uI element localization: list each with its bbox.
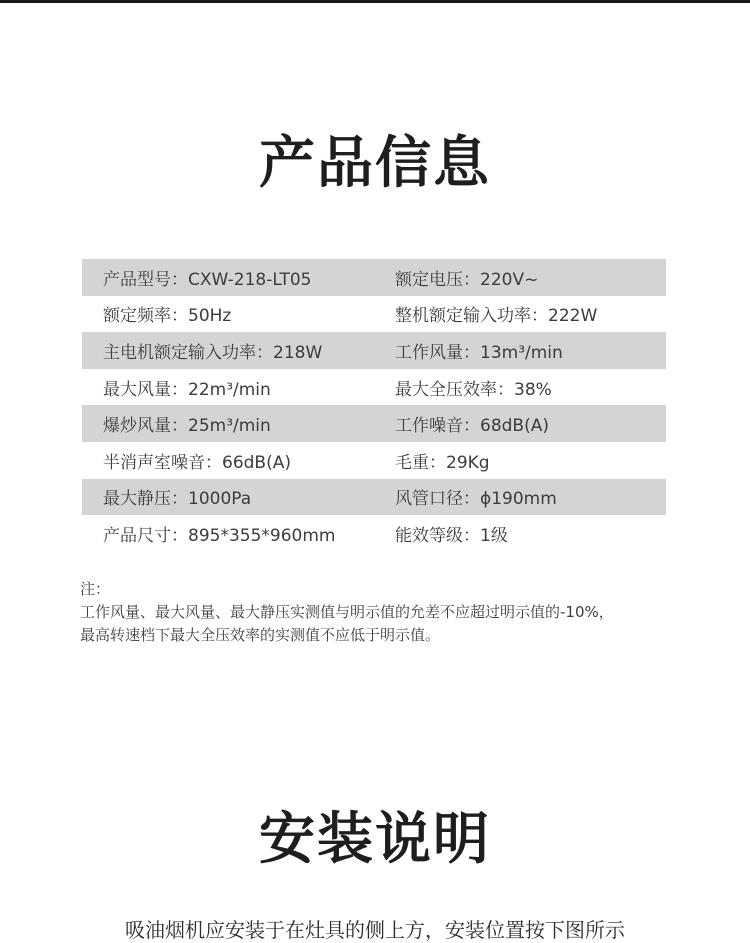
installation-text: 吸油烟机应安装于在灶具的侧上方，安装位置按下图所示 — [125, 918, 625, 942]
spec-cell-left: 最大静压：1000Pa — [103, 489, 252, 510]
spec-row — [82, 442, 666, 479]
spec-cell-left: 最大风量：22m³/min — [103, 379, 271, 400]
top-divider — [0, 0, 750, 3]
spec-cell-right: 工作风量：13m³/min — [395, 342, 563, 363]
note-label: 注： — [80, 580, 111, 598]
spec-cell-right: 整机额定输入功率：222W — [395, 306, 598, 327]
spec-row — [82, 296, 666, 333]
spec-cell-right: 毛重：29Kg — [395, 452, 490, 473]
spec-row — [82, 259, 666, 296]
spec-cell-right: 能效等级：1级 — [395, 525, 508, 546]
spec-row — [82, 405, 666, 442]
note-block — [80, 578, 700, 647]
spec-row — [82, 479, 666, 516]
spec-cell-left: 爆炒风量：25m³/min — [103, 416, 271, 437]
spec-row — [82, 515, 666, 552]
spec-row — [82, 369, 666, 406]
note-line-2: 最高转速档下最大全压效率的实测值不应低于明示值。 — [80, 626, 441, 644]
spec-cell-right: 风管口径：ϕ190mm — [395, 489, 557, 510]
spec-cell-left: 主电机额定输入功率：218W — [103, 342, 323, 363]
product-info-title: 产品信息 — [259, 131, 491, 196]
spec-cell-left: 产品尺寸：895*355*960mm — [103, 525, 336, 546]
note-line-1: 工作风量、最大风量、最大静压实测值与明示值的允差不应超过明示值的-10%， — [80, 603, 614, 621]
installation-title: 安装说明 — [259, 807, 491, 872]
spec-cell-left: 额定频率：50Hz — [103, 306, 232, 327]
spec-cell-left: 产品型号：CXW-218-LT05 — [103, 269, 312, 290]
spec-table — [82, 259, 666, 552]
spec-row — [82, 332, 666, 369]
spec-cell-right: 额定电压：220V~ — [395, 269, 539, 290]
spec-cell-right: 工作噪音：68dB(A) — [395, 416, 549, 437]
spec-cell-right: 最大全压效率：38% — [395, 379, 552, 400]
spec-cell-left: 半消声室噪音：66dB(A) — [103, 452, 291, 473]
